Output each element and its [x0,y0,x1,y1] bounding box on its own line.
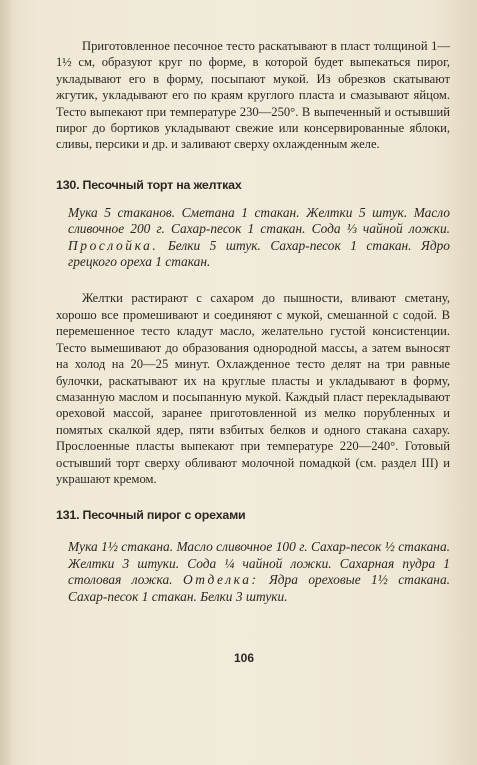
recipe-130-method: Желтки растирают с сахаром до пышности, вливают сметану, хорошо все промешивают и соединяют с мукой, смешанной с содой. В перемешенное тесто кладут масло, желательно густой консистенции. Тесто вымешивают до образования однородной массы, а затем выносят на холод на 20—25 минут. Охлажденное тесто делят на три равные булочки, раскатывают их на круглые пласты и укладывают в форму, смазанную маслом и посыпанную мукой. Каждый пласт перекладывают ореховой массой, заранее приготовленной из мелко порубленных и помятых скалкой ядер, пяти взбитых белков и одного стакана сахару. Прослоенные пласты выпекают при температуре 220—240°. Готовый остывший торт сверху обливают молочной помадкой (см. раздел III) и украшают кремом. [56,291,450,486]
page-content [56,38,450,605]
page-number: 106 [233,651,255,665]
recipe-130-title: 130. Песочный торт на желтках [56,177,242,192]
recipe-130-filling-label: Прослойка. [68,237,159,253]
recipe-130-ingredients-main: Мука 5 стаканов. Сметана 1 стакан. Желтки 5 штук. Масло сливочное 200 г. Сахар-песок 1 стакан. Сода ⅓ чайной ложки. [68,204,450,237]
page-edge-shadow [0,0,14,765]
recipe-131-decoration-ingredients: Ядра ореховые 1½ стакана. Сахар-песок 1 стакан. Белки 3 штуки. [68,572,450,604]
recipe-130-ingredients [56,205,450,271]
intro-paragraph: Приготовленное песочное тесто раскатывают в пласт толщиной 1—1½ см, образуют круг по форме, в которой будет выпекаться пирог, укладывают его в форму, посыпают мукой. Из обрезков скатывают жгутик, укладывают его по краям круглого пласта и смазывают яйцом. Тесто выпекают при температуре 230—250°. В выпеченный и остывший пирог до бортиков укладывают свежие или консервированные яблоки, сливы, персики и др. и заливают сверху охлажденным желе. [56,39,450,152]
recipe-131-ingredients-main: Мука 1½ стакана. Масло сливочное 100 г. Сахар-песок ½ стакана. Желтки 3 штуки. Сода ¼ чайной ложки. Сахарная пудра 1 столовая ложка. [68,539,450,588]
recipe-131-ingredients [56,539,450,605]
recipe-131-decoration-label: Отделка: [182,572,259,588]
recipe-131-title: 131. Песочный пирог с орехами [56,508,246,523]
recipe-130-filling-ingredients: Белки 5 штук. Сахар-песок 1 стакан. Ядро грецкого ореха 1 стакан. [68,237,450,270]
